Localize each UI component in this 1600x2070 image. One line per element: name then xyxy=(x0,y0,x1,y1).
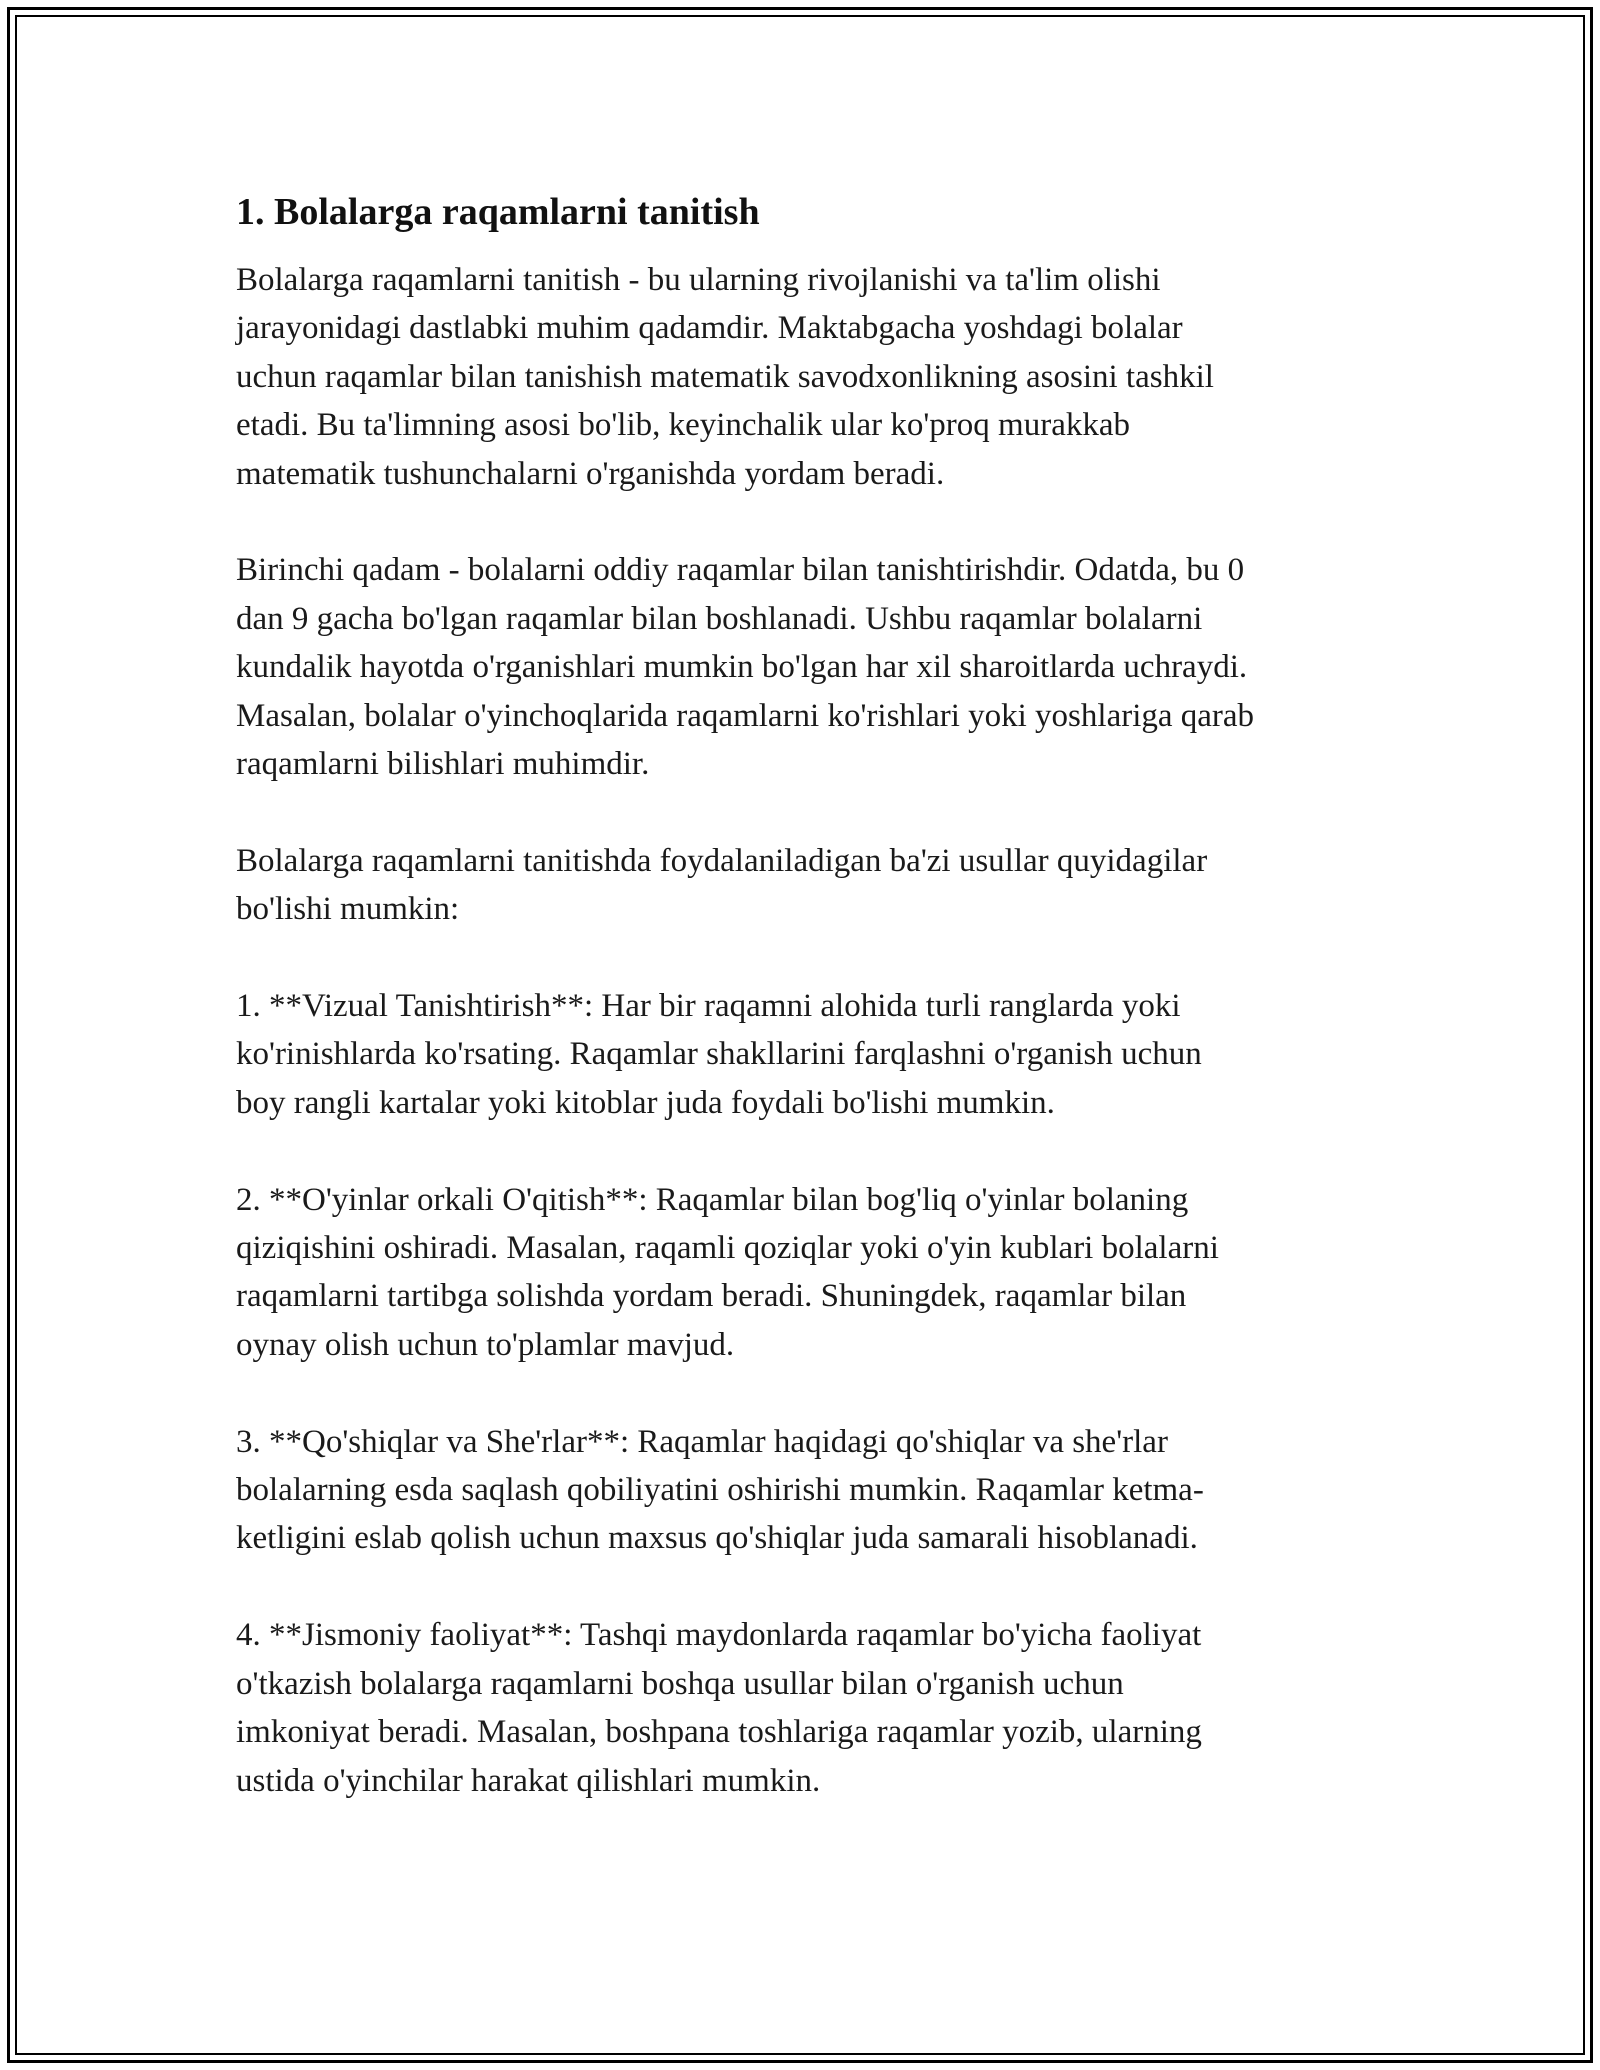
method-item-songs: 3. **Qo'shiqlar va She'rlar**: Raqamlar haqidagi qo'shiqlar va she'rlar bolalarning esda saqlash qobiliyatini oshirishi mumkin. Raqamlar ketma- ketligini eslab qolish uchun maxsus qo'shiqlar juda samarali hisoblanadi. xyxy=(236,1423,1204,1557)
section-heading: 1. Bolalarga raqamlarni tanitish xyxy=(236,191,760,233)
document-body xyxy=(236,188,1386,1853)
method-item-games: 2. **O'yinlar orkali O'qitish**: Raqamlar bilan bog'liq o'yinlar bolaning qiziqishini oshiradi. Masalan, raqamli qoziqlar yoki o'yin kublari bolalarni raqamlarni tartibga solishda yordam beradi. Shuningdek, raqamlar bilan oynay olish uchun to'plamlar mavjud. xyxy=(236,1181,1219,1363)
method-item-visual: 1. **Vizual Tanishtirish**: Har bir raqamni alohida turli ranglarda yoki ko'rinishlarda ko'rsating. Raqamlar shakllarini farqlashni o'rganish uchun boy rangli kartalar yoki kitoblar juda foydali bo'lishi mumkin. xyxy=(236,988,1202,1121)
methods-intro-paragraph: Bolalarga raqamlarni tanitishda foydalaniladigan ba'zi usullar quyidagilar bo'lishi mumkin: xyxy=(236,842,1208,928)
first-step-paragraph: Birinchi qadam - bolalarni oddiy raqamlar bilan tanishtirishdir. Odatda, bu 0 dan 9 gacha bo'lgan raqamlar bilan boshlanadi. Ushbu raqamlar bolalarni kundalik hayotda o'rganishlari mumkin bo'lgan har xil sharoitlarda uchraydi. Masalan, bolalar o'yinchoqlarida raqamlarni ko'rishlari yoki yoshlariga qarab raqamlarni bilishlari muhimdir. xyxy=(236,552,1255,783)
intro-paragraph: Bolalarga raqamlarni tanitish - bu ularning rivojlanishi va ta'lim olishi jarayonidagi dastlabki muhim qadamdir. Maktabgacha yoshdagi bolalar uchun raqamlar bilan tanishish matematik savodxonlikning asosini tashkil etadi. Bu ta'limning asosi bo'lib, keyinchalik ular ko'proq murakkab matematik tushunchalarni o'rganishda yordam beradi. xyxy=(236,262,1214,492)
method-item-physical: 4. **Jismoniy faoliyat**: Tashqi maydonlarda raqamlar bo'yicha faoliyat o'tkazish bolalarga raqamlarni boshqa usullar bilan o'rganish uchun imkoniyat beradi. Masalan, boshpana toshlariga raqamlar yozib, ularning ustida o'yinchilar harakat qilishlari mumkin. xyxy=(236,1617,1202,1799)
